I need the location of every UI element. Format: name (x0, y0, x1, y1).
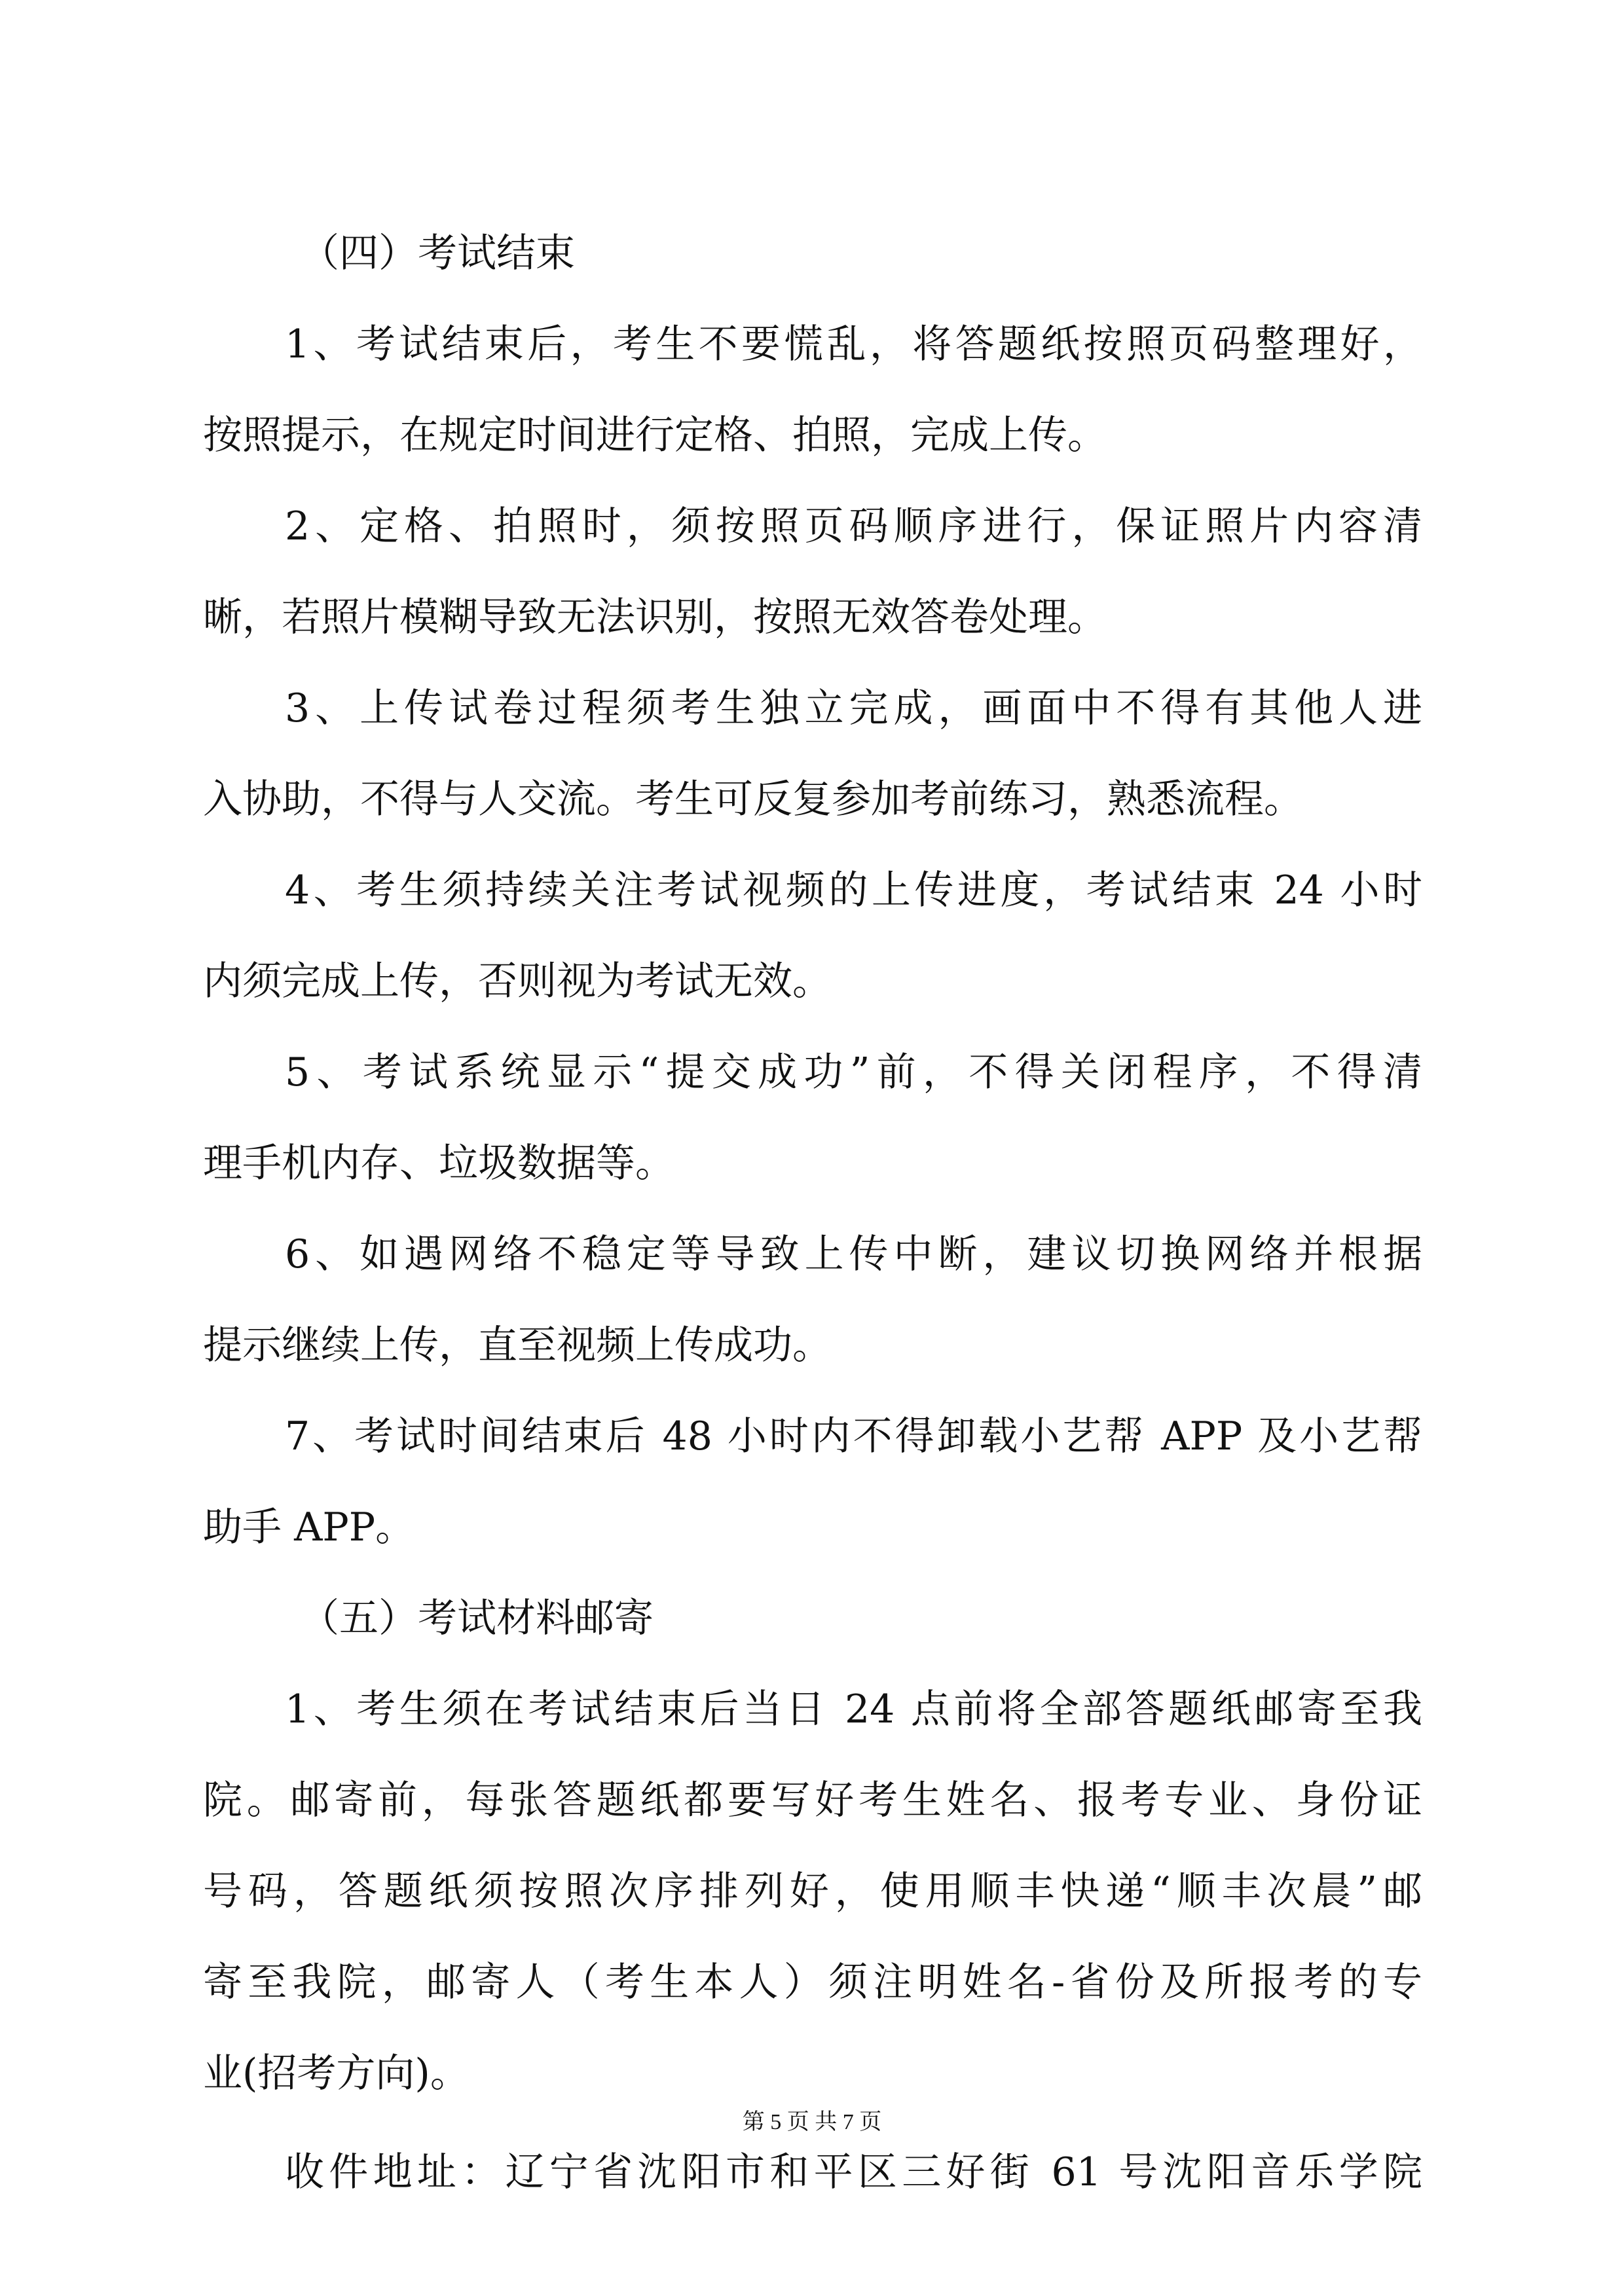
paragraph-line: 5、考试系统显示“提交成功”前，不得关闭程序，不得清 (285, 1049, 1422, 1095)
paragraph (203, 299, 1422, 481)
paragraph (203, 1391, 1422, 1573)
paragraph-line: 内须完成上传，否则视为考试无效。 (203, 958, 832, 1004)
paragraph-line: 2、定格、拍照时，须按照页码顺序进行，保证照片内容清 (285, 503, 1422, 549)
address-line: 收件地址：辽宁省沈阳市和平区三好街 61 号沈阳音乐学院 (285, 2149, 1422, 2195)
paragraph-line: 1、考生须在考试结束后当日 24 点前将全部答题纸邮寄至我 (285, 1686, 1422, 1732)
paragraph-line: 6、如遇网络不稳定等导致上传中断，建议切换网络并根据 (285, 1231, 1422, 1277)
paragraph-line: 理手机内存、垃圾数据等。 (203, 1140, 674, 1186)
paragraph (203, 845, 1422, 1027)
paragraph-line: 寄至我院，邮寄人（考生本人）须注明姓名-省份及所报考的专 (203, 1959, 1422, 2005)
paragraph (203, 1027, 1422, 1209)
section-heading: （四）考试结束 (300, 230, 575, 276)
section-heading: （五）考试材料邮寄 (300, 1595, 654, 1641)
paragraph-line: 1、考试结束后，考生不要慌乱，将答题纸按照页码整理好， (285, 321, 1422, 367)
document-body (203, 208, 1422, 2218)
paragraph (203, 1209, 1422, 1391)
paragraph-line: 3、上传试卷过程须考生独立完成，画面中不得有其他人进 (285, 685, 1422, 731)
paragraph-line: 院。邮寄前，每张答题纸都要写好考生姓名、报考专业、身份证 (203, 1777, 1422, 1823)
paragraph-line: 按照提示，在规定时间进行定格、拍照，完成上传。 (203, 412, 1107, 458)
paragraph (203, 481, 1422, 663)
paragraph-line: 助手 APP。 (203, 1504, 415, 1550)
paragraph-line: 4、考生须持续关注考试视频的上传进度，考试结束 24 小时 (285, 867, 1422, 913)
paragraph-line: 7、考试时间结束后 48 小时内不得卸载小艺帮 APP 及小艺帮 (285, 1413, 1422, 1459)
paragraph-line: 业(招考方向)。 (203, 2050, 470, 2096)
page-number-footer: 第 5 页 共 7 页 (742, 2110, 882, 2134)
paragraph-line: 提示继续上传，直至视频上传成功。 (203, 1322, 832, 1368)
paragraph (203, 1664, 1422, 2119)
paragraph-line: 号码，答题纸须按照次序排列好，使用顺丰快递“顺丰次晨”邮 (203, 1868, 1422, 1914)
paragraph (203, 663, 1422, 845)
paragraph-line: 入协助，不得与人交流。考生可反复参加考前练习，熟悉流程。 (203, 776, 1303, 822)
paragraph-line: 晰，若照片模糊导致无法识别，按照无效答卷处理。 (203, 594, 1107, 640)
